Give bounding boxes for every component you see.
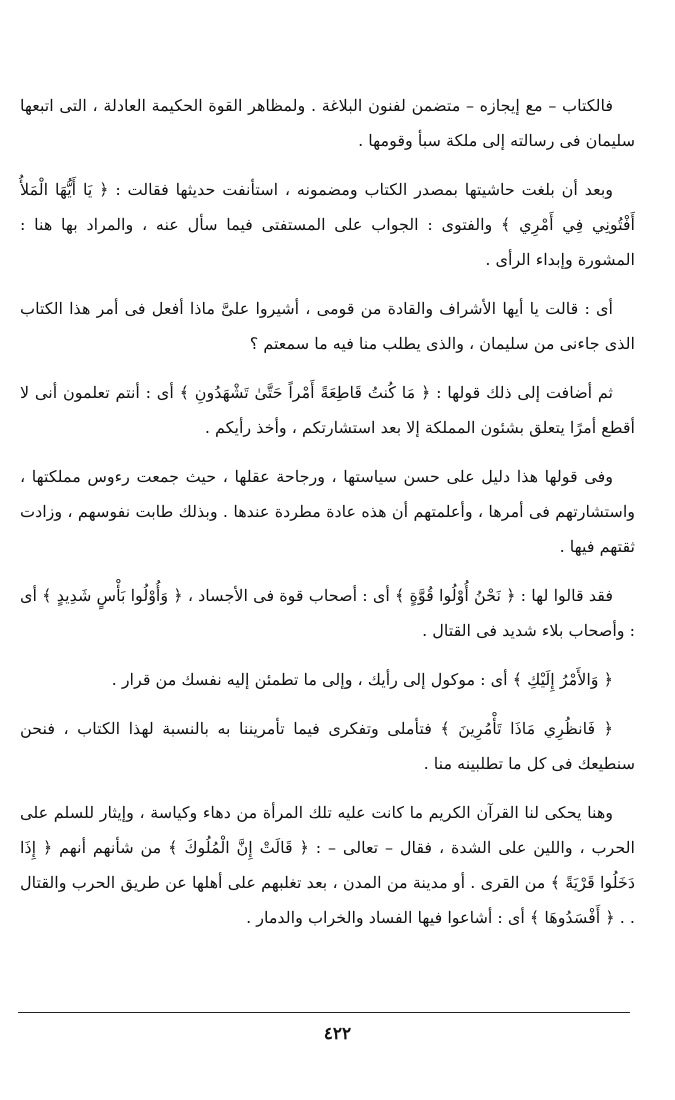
paragraph-1: فالكتاب – مع إيجازه – متضمن لفنون البلاغة . ولمظاهر القوة الحكيمة العادلة ، التى اتبعها سليمان فى رسالته إلى ملكة سبأ وقومها . xyxy=(20,96,635,150)
paragraph-6: فقد قالوا لها : ﴿ نَحْنُ أُوْلُوا قُوَّةٍ ﴾ أى : أصحاب قوة فى الأجساد ، ﴿ وَأُوْلُوا بَأْسٍ شَدِيدٍ ﴾ أى : وأصحاب بلاء شديد فى القتال . xyxy=(20,586,635,640)
paragraph-5: وفى قولها هذا دليل على حسن سياستها ، ورجاحة عقلها ، حيث جمعت رءوس مملكتها ، واستشارتهم فى أمرها ، وأعلمتهم أن هذه عادة مطردة عندها . وبذلك طابت نفوسهم ، وزادت ثقتهم فيها . xyxy=(20,467,635,556)
paragraph-8: ﴿ فَانظُرِي مَاذَا تَأْمُرِينَ ﴾ فتأملى وتفكرى فيما تأمريننا به بالنسبة لهذا الكتاب ، فنحن سنطيعك فى كل ما تطلبينه منا . xyxy=(20,719,635,773)
paragraph-2: وبعد أن بلغت حاشيتها بمصدر الكتاب ومضمونه ، استأنفت حديثها فقالت : ﴿ يَا أَيُّهَا الْمَلأُ أَفْتُونِي فِي أَمْرِي ﴾ والفتوى : الجواب على المستفتى فيما سأل عنه ، والمراد بها هنا : المشورة وإبداء الرأى . xyxy=(20,180,635,269)
paragraph-4: ثم أضافت إلى ذلك قولها : ﴿ مَا كُنتُ قَاطِعَةً أَمْراً حَتَّىٰ تَشْهَدُونِ ﴾ أى : أنتم تعلمون أنى لا أقطع أمرًا يتعلق بشئون المملكة إلا بعد استشارتكم ، وأخذ رأيكم . xyxy=(20,383,635,437)
page-number: ٤٢٢ xyxy=(323,1024,352,1044)
body-text xyxy=(20,88,635,949)
footer-divider xyxy=(18,1012,630,1013)
paragraph-9: وهنا يحكى لنا القرآن الكريم ما كانت عليه تلك المرأة من دهاء وكياسة ، وإيثار للسلم على الحرب ، واللين على الشدة ، فقال – تعالى – : ﴿ قَالَتْ إِنَّ الْمُلُوكَ ﴾ من شأنهم أنهم ﴿ إِذَا دَخَلُوا قَرْيَةً ﴾ من القرى . أو مدينة من المدن ، بعد تغلبهم على أهلها عن طريق الحرب والقتال . . ﴿ أَفْسَدُوهَا ﴾ أى : أشاعوا فيها الفساد والخراب والدمار . xyxy=(20,803,635,927)
paragraph-7: ﴿ وَالأَمْرُ إِلَيْكِ ﴾ أى : موكول إلى رأيك ، وإلى ما تطمئن إليه نفسك من قرار . xyxy=(111,670,613,689)
paragraph-3: أى : قالت يا أيها الأشراف والقادة من قومى ، أشيروا علىَّ ماذا أفعل فى أمر هذا الكتاب الذى جاءنى من سليمان ، والذى يطلب منا فيه ما سمعتم ؟ xyxy=(20,299,635,353)
